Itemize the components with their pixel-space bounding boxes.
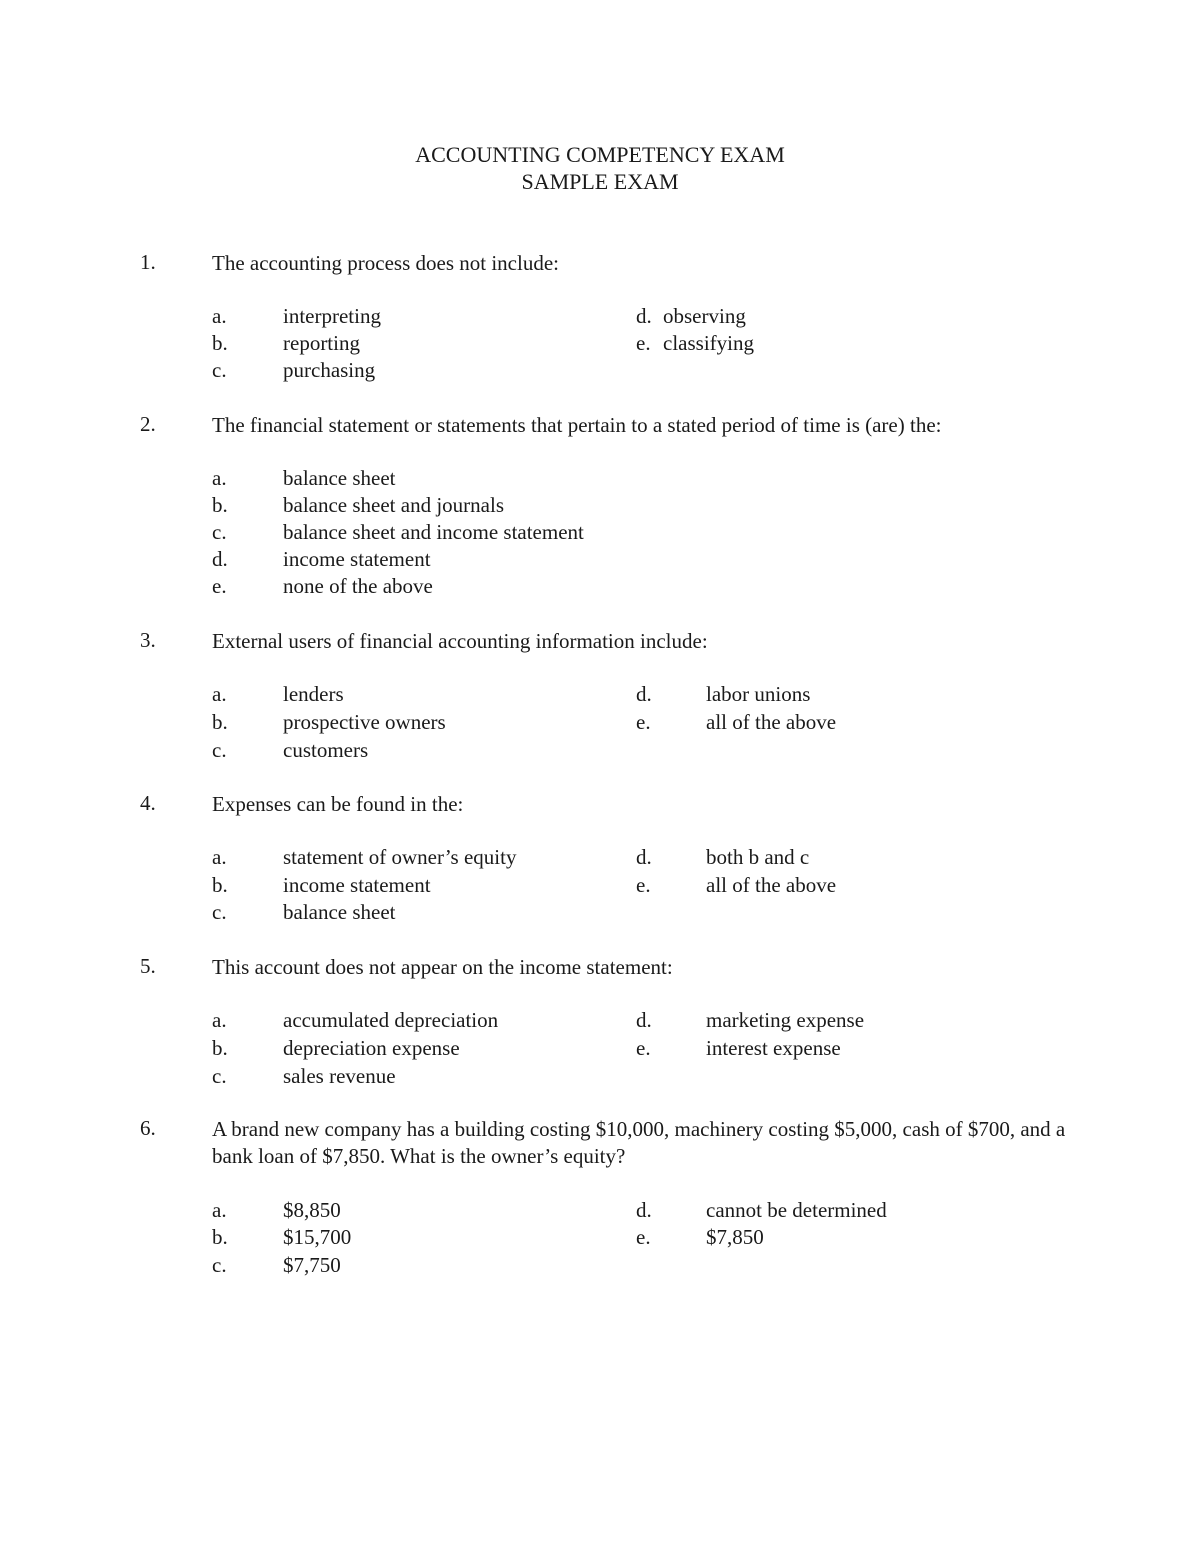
option-label: d. [636,682,652,706]
option-label: a. [212,845,227,869]
question-number: 1. [140,250,156,274]
question-number: 4. [140,791,156,815]
option-text: income statement [283,547,431,571]
option-label: a. [212,1008,227,1032]
question-number: 6. [140,1116,156,1140]
question-text: The financial statement or statements that pertain to a stated period of time is (are) the: [212,413,942,437]
exam-header [0,141,1200,195]
option-label: a. [212,682,227,706]
option-label: b. [212,331,228,355]
option-text: prospective owners [283,710,446,734]
option-label: c. [212,900,227,924]
question-number: 5. [140,954,156,978]
option-text: accumulated depreciation [283,1008,499,1032]
question-number: 2. [140,412,156,436]
question-number: 3. [140,628,156,652]
option-text: balance sheet [283,900,396,924]
option-label: d. [636,1008,652,1032]
option-text: cannot be determined [706,1198,887,1222]
option-text: $8,850 [283,1198,341,1222]
option-text: depreciation expense [283,1036,460,1060]
option-text: $15,700 [283,1225,352,1249]
option-text: labor unions [706,682,811,706]
option-text: interpreting [283,304,381,328]
option-label: c. [212,358,227,382]
option-text: both b and c [706,845,810,869]
option-text: none of the above [283,574,433,598]
option-text: marketing expense [706,1008,865,1032]
option-label: a. [212,466,227,490]
option-text: purchasing [283,358,376,382]
option-text: balance sheet [283,466,396,490]
option-text: all of the above [706,873,837,897]
option-label: e. [636,331,651,355]
option-label: e. [636,1036,651,1060]
option-text: $7,750 [283,1253,341,1277]
option-text: sales revenue [283,1064,396,1088]
option-label: c. [212,738,227,762]
option-label: b. [212,493,228,517]
exam-title: ACCOUNTING COMPETENCY EXAM [415,142,785,167]
option-label: e. [636,710,651,734]
option-label: e. [636,1225,651,1249]
option-label: b. [212,710,228,734]
question-text: Expenses can be found in the: [212,792,464,816]
option-label: c. [212,1064,227,1088]
option-label: e. [636,873,651,897]
option-label: a. [212,1198,227,1222]
option-text: statement of owner’s equity [283,845,517,869]
option-text: customers [283,738,369,762]
question-text: This account does not appear on the income statement: [212,955,673,979]
question-text: The accounting process does not include: [212,251,559,275]
option-label: b. [212,1036,228,1060]
option-label: d. [636,845,652,869]
option-label: d. [636,304,652,328]
option-text: balance sheet and income statement [283,520,584,544]
question-text: External users of financial accounting information include: [212,629,708,653]
option-text: observing [663,304,746,328]
option-text: interest expense [706,1036,841,1060]
option-label: d. [636,1198,652,1222]
question-text: A brand new company has a building costing $10,000, machinery costing $5,000, cash of $700, and a bank loan of $7,850. What is the owner’s equity? [212,1117,1066,1168]
option-label: c. [212,520,227,544]
option-text: reporting [283,331,360,355]
option-label: a. [212,304,227,328]
exam-subtitle: SAMPLE EXAM [521,169,679,194]
option-text: $7,850 [706,1225,764,1249]
option-text: balance sheet and journals [283,493,504,517]
option-text: lenders [283,682,344,706]
option-label: d. [212,547,228,571]
option-text: classifying [663,331,754,355]
option-label: e. [212,574,227,598]
option-label: b. [212,1225,228,1249]
option-label: c. [212,1253,227,1277]
option-label: b. [212,873,228,897]
option-text: all of the above [706,710,837,734]
option-text: income statement [283,873,431,897]
